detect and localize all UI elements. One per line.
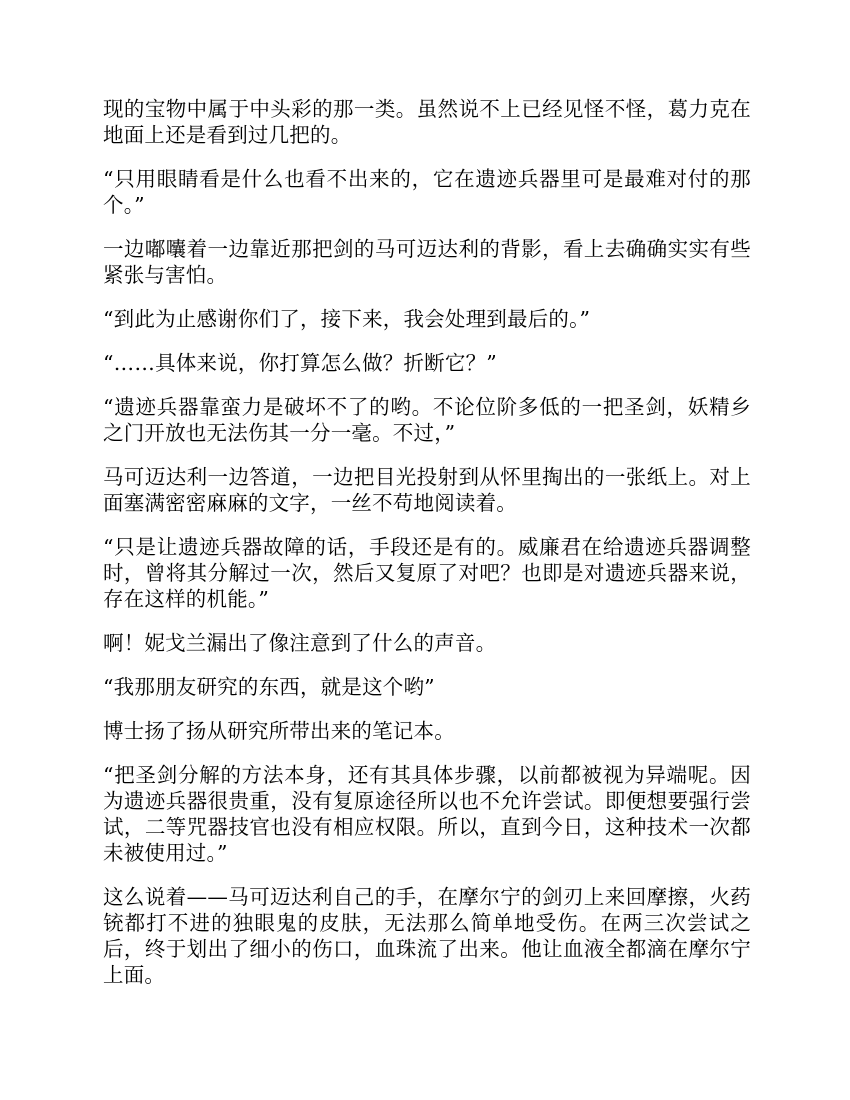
paragraph: 现的宝物中属于中头彩的那一类。虽然说不上已经见怪不怪，葛力克在地面上还是看到过几把的。 — [103, 97, 751, 147]
paragraph: “把圣剑分解的方法本身，还有其具体步骤，以前都被视为异端呢。因为遗迹兵器很贵重，没有复原途径所以也不允许尝试。即便想要强行尝试，二等咒器技官也没有相应权限。所以，直到今日，这种技术一次都未被使用过。” — [103, 763, 751, 865]
paragraph: 一边嘟囔着一边靠近那把剑的马可迈达利的背影，看上去确确实实有些紧张与害怕。 — [103, 237, 751, 287]
paragraph: “我那朋友研究的东西，就是这个哟” — [103, 675, 435, 699]
paragraph: 博士扬了扬从研究所带出来的笔记本。 — [103, 719, 455, 743]
paragraph: 啊！妮戈兰漏出了像注意到了什么的声音。 — [103, 631, 497, 655]
document-body — [103, 96, 751, 988]
paragraph: “遗迹兵器靠蛮力是破坏不了的哟。不论位阶多低的一把圣剑，妖精乡之门开放也无法伤其一分一毫。不过，” — [103, 395, 751, 445]
paragraph: “到此为止感谢你们了，接下来，我会处理到最后的。” — [103, 307, 591, 331]
paragraph: “只用眼睛看是什么也看不出来的，它在遗迹兵器里可是最难对付的那个。” — [103, 167, 751, 217]
paragraph: 马可迈达利一边答道，一边把目光投射到从怀里掏出的一张纸上。对上面塞满密密麻麻的文字，一丝不苟地阅读着。 — [103, 465, 751, 515]
paragraph: “……具体来说，你打算怎么做？折断它？” — [103, 351, 497, 375]
paragraph: “只是让遗迹兵器故障的话，手段还是有的。威廉君在给遗迹兵器调整时，曾将其分解过一次，然后又复原了对吧？也即是对遗迹兵器来说，存在这样的机能。” — [103, 535, 751, 611]
paragraph: 这么说着——马可迈达利自己的手，在摩尔宁的剑刃上来回摩擦，火药铳都打不进的独眼鬼的皮肤，无法那么简单地受伤。在两三次尝试之后，终于划出了细小的伤口，血珠流了出来。他让血液全都滴在摩尔宁上面。 — [103, 885, 751, 987]
